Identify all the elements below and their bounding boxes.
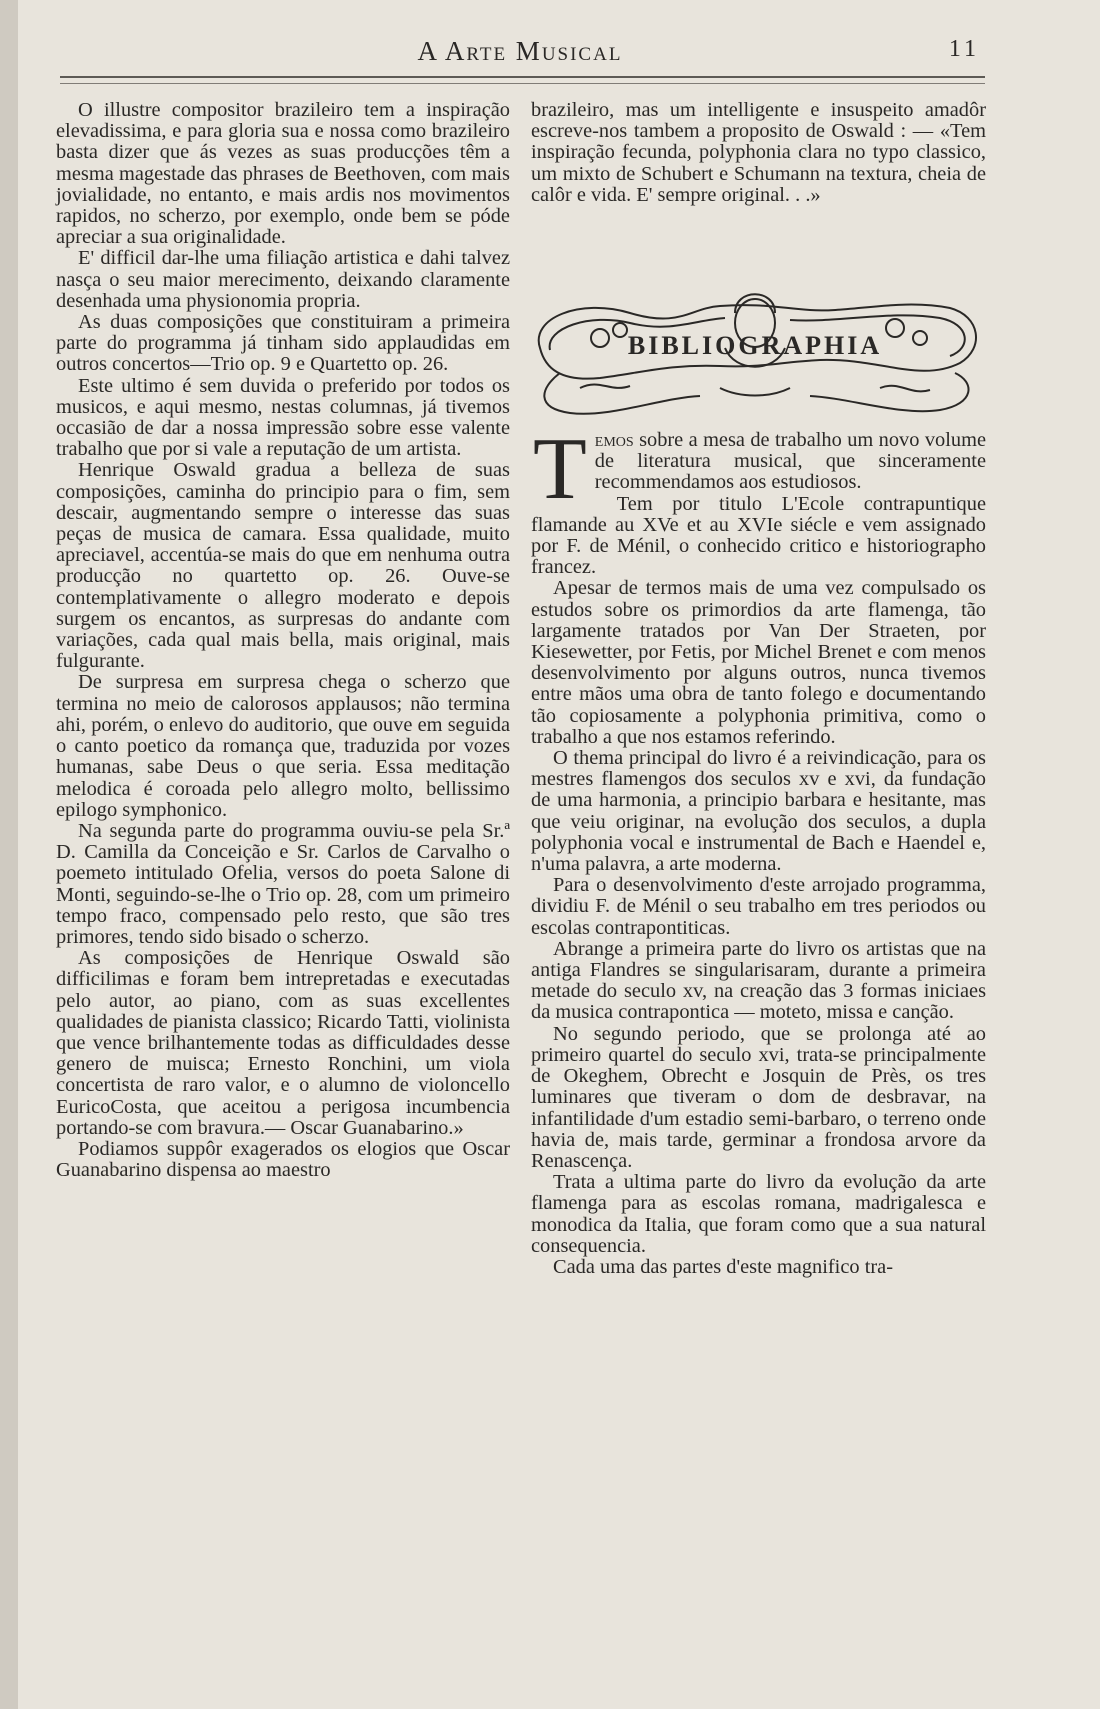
paragraph: E' difficil dar-lhe uma filiação artistica e dahi talvez nasça o seu maior merecimento, deixando claramente desenhada uma physionomia propria. [56, 247, 510, 312]
paragraph: Tem por titulo L'Ecole contrapuntique flamande au XVe et au XVIe siécle e vem assignado por F. de Ménil, o conhecido critico e historiographo francez. [531, 492, 986, 579]
running-header [60, 36, 980, 72]
right-column-body [531, 421, 986, 1278]
paragraph: As composições de Henrique Oswald são difficilimas e foram bem intrepretadas e executadas pelo autor, ao piano, com as suas excellentes qualidades de pianista classico; Ricardo Tatti, violinista que vence brilhantemente todas as difficuldades desse genero de muisca; Ernesto Ronchini, um viola concertista de raro valor, e o alumno de violoncello EuricoCosta, que aceitou a perigosa incumbencia portando-se com bravura.— Oscar Guanabarino.» [56, 947, 510, 1139]
left-column [56, 100, 510, 1181]
bibliographia-banner [520, 278, 990, 428]
paragraph: Trata a ultima parte do livro da evolução da arte flamenga para as escolas romana, madrigalesca e monodica da Italia, que foram como que a sua natural consequencia. [531, 1171, 986, 1257]
paragraph: Na segunda parte do programma ouviu-se pela Sr.ª D. Camilla da Conceição e Sr. Carlos de Carvalho o poemeto intitulado Ofelia, versos do poeta Salone di Monti, seguindo-se-lhe o Trio op. 28, com um primeiro tempo fraco, compensado pelo resto, que são tres primores, tendo sido bisado o scherzo. [56, 819, 510, 948]
paragraph: No segundo periodo, que se prolonga até ao primeiro quartel do seculo xvi, trata-se principalmente de Okeghem, Obrecht e Josquin de Près, os tres luminares que tiveram o dom de desbravar, na infantilidade d'um estadio semi-barbaro, o terreno onde havia de, mais tarde, germinar a frondosa arvore da Renascença. [531, 1022, 986, 1172]
journal-title: A Arte Musical [417, 36, 623, 66]
first-word: emos [594, 429, 634, 451]
lead-paragraph [531, 421, 986, 518]
header-rule-thin [60, 83, 985, 84]
paragraph: De surpresa em surpresa chega o scherzo que termina no meio de calorosos applausos; não termina ahi, porém, o enlevo do auditorio, que ouve em seguida o canto poetico da romança que, traduzida por vozes humanas, sabe Deus o que seria. Essa meditação melodica é coroada pelo allegro molto, bellissimo epilogo symphonico. [56, 671, 510, 821]
lead-text: sobre a mesa de trabalho um novo volume de literatura musical, que sinceramente recommendamos aos estudiosos. [594, 429, 986, 494]
paragraph: Cada uma das partes d'este magnifico tra- [553, 1255, 893, 1278]
banner-label: BIBLIOGRAPHIA [627, 331, 883, 360]
paragraph: Para o desenvolvimento d'este arrojado programma, dividiu F. de Ménil o seu trabalho em tres periodos ou escolas contrapontiticas. [531, 874, 986, 939]
drop-cap: T [533, 421, 587, 518]
paragraph: Henrique Oswald gradua a belleza de suas composições, caminha do principio para o fim, sem descair, augmentando sempre o interesse das suas peças de musica de camara. Essa qualidade, muito apreciavel, accentúa-se mais do que em nenhuma outra producção no quartetto op. 26. Ouve-se contemplativamente o allegro moderato e depois surgem os encantos, as surpresas do andante com variações, cada qual mais bella, mais original, mais fulgurante. [56, 459, 510, 673]
right-column-top [531, 100, 986, 206]
page-edge [0, 0, 18, 1709]
header-rule [60, 76, 985, 78]
page-number: 11 [948, 36, 980, 62]
paragraph: As duas composições que constituiram a primeira parte do programma já tinham sido applaudidas em outros concertos—Trio op. 9 e Quartetto op. 26. [56, 311, 510, 376]
paragraph: O illustre compositor brazileiro tem a inspiração elevadissima, e para gloria sua e nossa como brazileiro basta dizer que ás vezes as suas producções têm a mesma magestade das phrases de Beethoven, com mais jovialidade, no entanto, e mais ardis nos movimentos rapidos, no scherzo, por exemplo, onde bem se póde apreciar a sua originalidade. [56, 99, 510, 249]
paragraph: Este ultimo é sem duvida o preferido por todos os musicos, e aqui mesmo, nestas columnas, já tivemos occasião de dar a nossa impressão sobre esse valente trabalho que por si vale a reputação de um artista. [56, 374, 510, 461]
paragraph: Apesar de termos mais de uma vez compulsado os estudos sobre os primordios da arte flamenga, tão largamente tratados por Van Der Straeten, por Kiesewetter, por Fetis, por Michel Brenet e com menos desenvolvimento por alguns outros, nunca tivemos entre mãos uma obra de tanto folego e documentando tão copiosamente a polyphonia primitiva, como o trabalho a que nos estamos referindo. [531, 577, 986, 748]
paragraph: brazileiro, mas um intelligente e insuspeito amadôr escreve-nos tambem a proposito de Oswald : — «Tem inspiração fecunda, polyphonia clara no typo classico, um mixto de Schubert e Schumann na textura, cheia de calôr e vida. E' sempre original. . .» [531, 99, 986, 206]
paragraph: O thema principal do livro é a reivindicação, para os mestres flamengos dos seculos xv e xvi, da fundação de uma harmonia, a principio barbara e hesitante, mas que veiu originar, na evolução dos seculos, a dupla polyphonia vocal e instrumental de Bach e Haendel e, n'uma palavra, a arte moderna. [531, 747, 986, 876]
paragraph: Abrange a primeira parte do livro os artistas que na antiga Flandres se singularisaram, durante a primeira metade do seculo xv, na creação das 3 formas iniciaes da musica contrapontica — moteto, missa e canção. [531, 937, 986, 1024]
paragraph: Podiamos suppôr exagerados os elogios que Oscar Guanabarino dispensa ao maestro [56, 1137, 510, 1182]
